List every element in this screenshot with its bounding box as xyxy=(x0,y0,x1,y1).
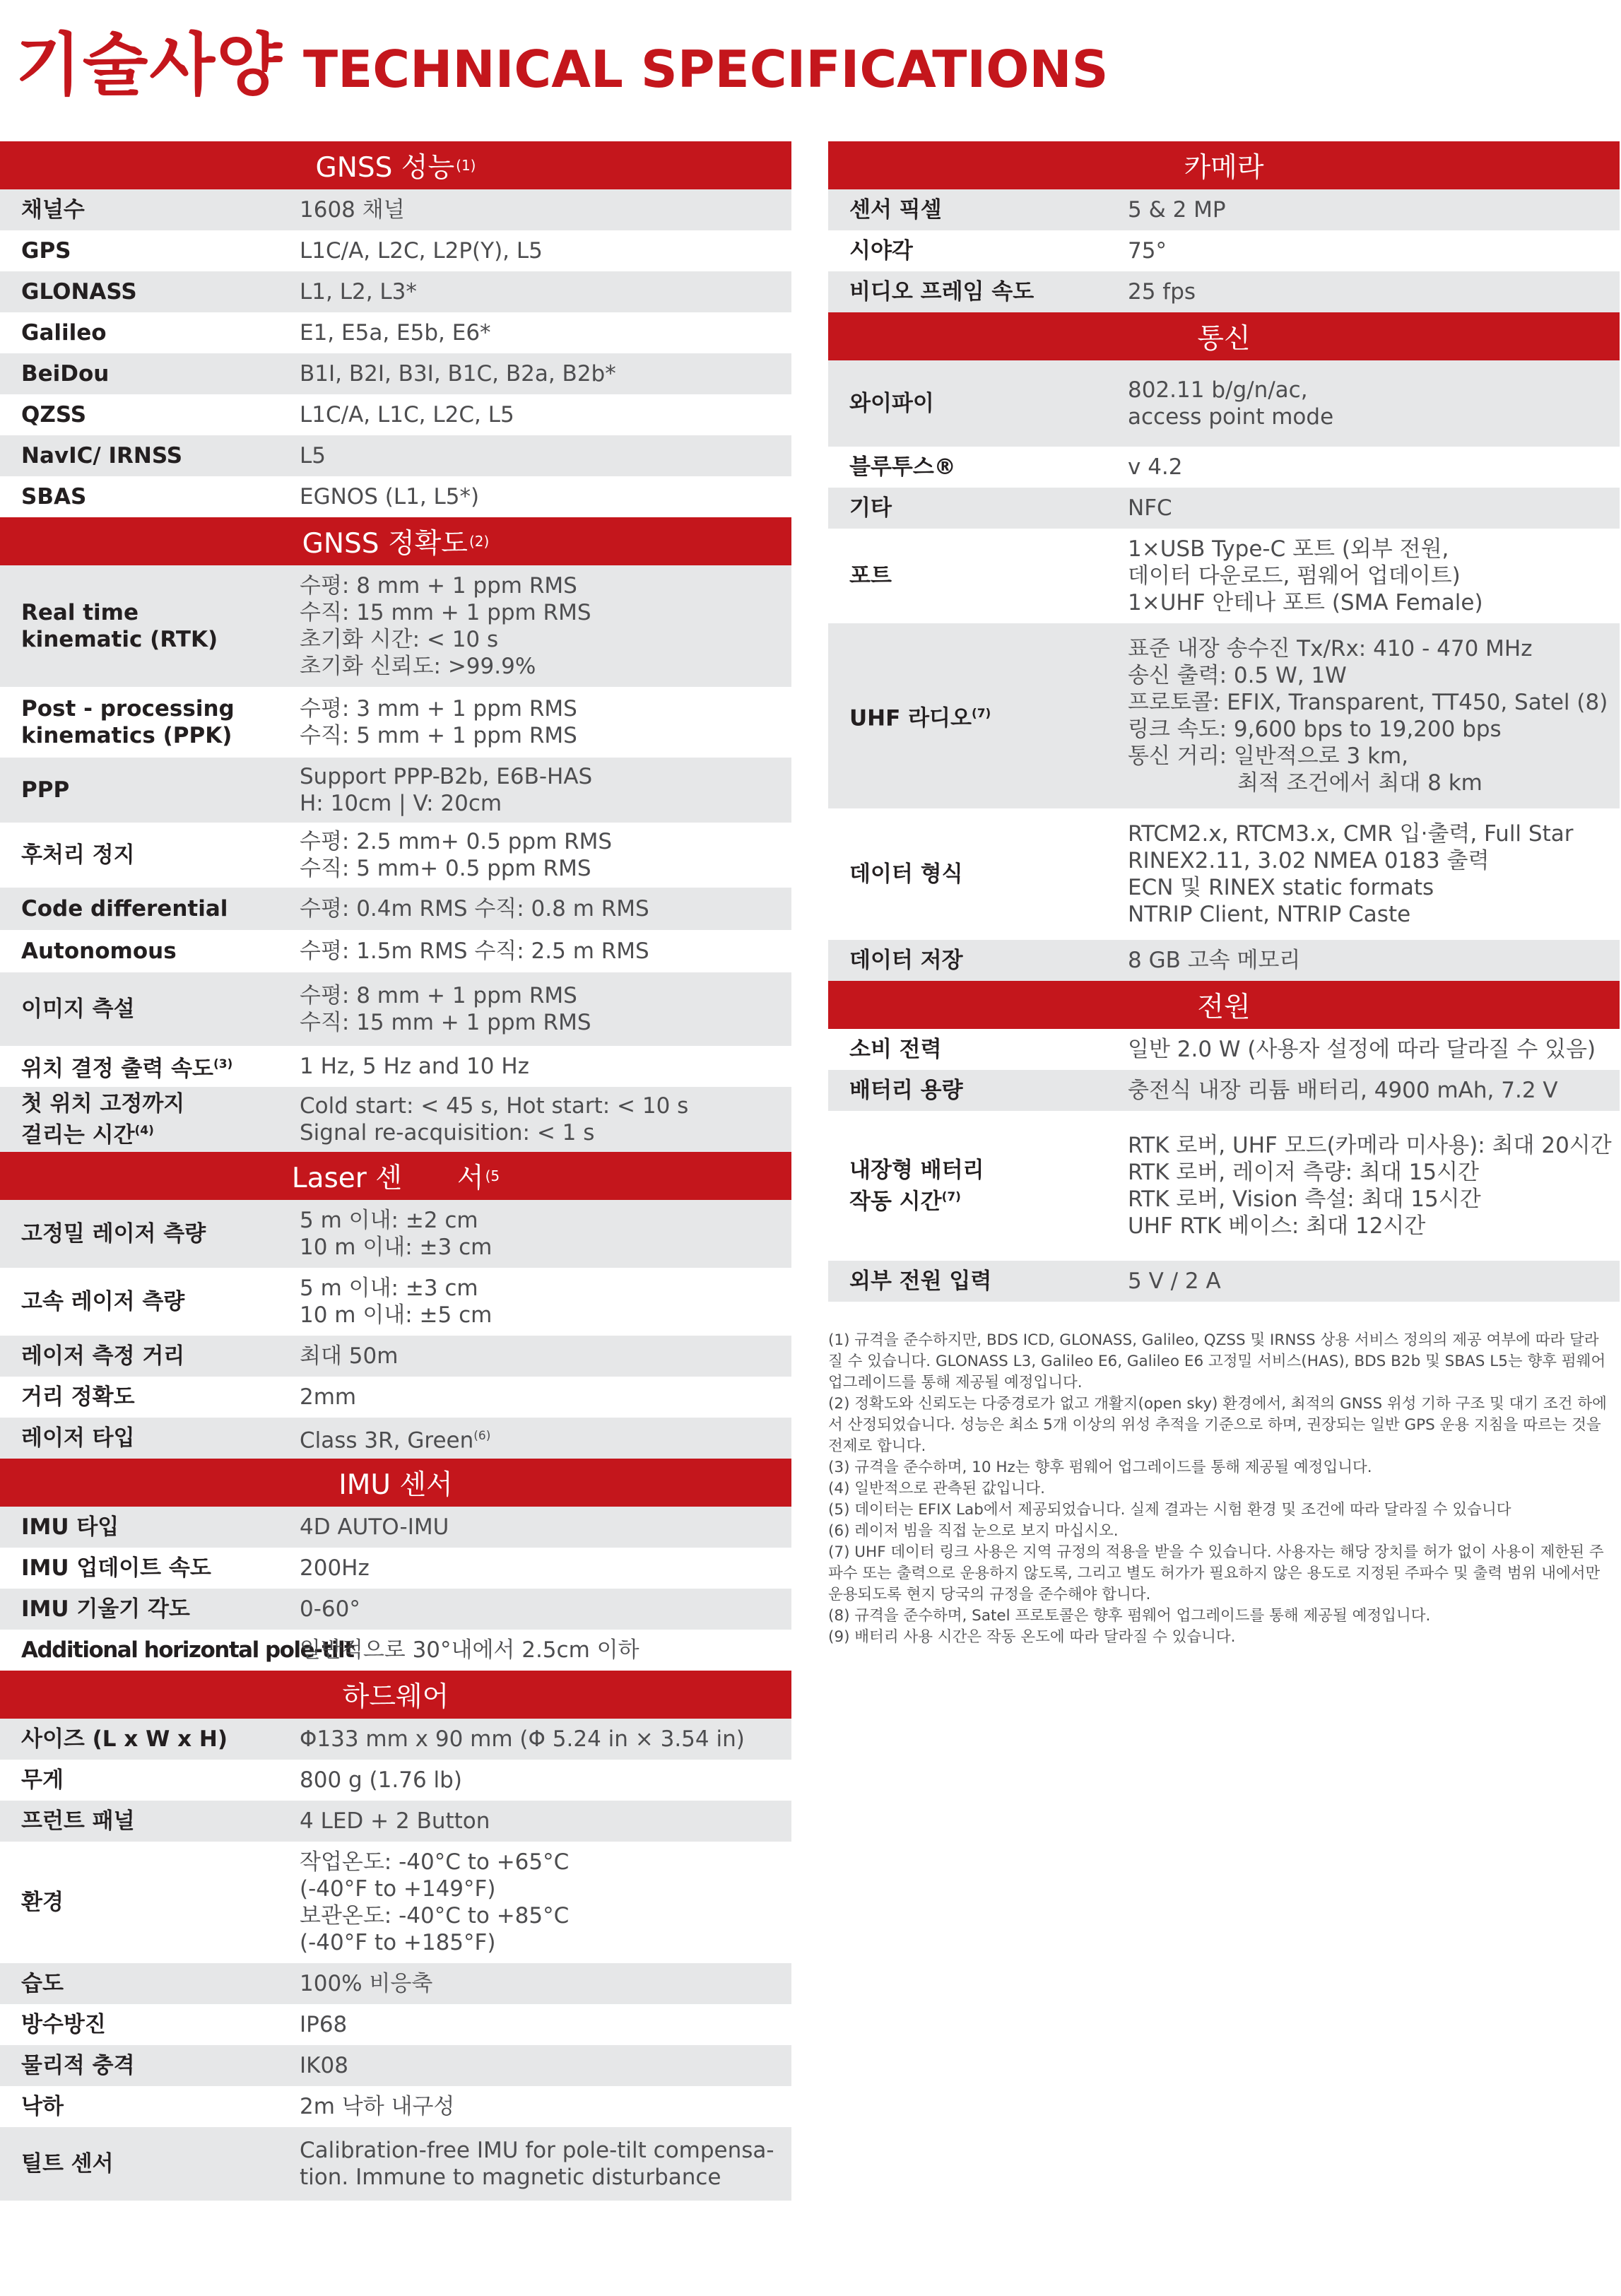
section-header xyxy=(0,517,791,565)
spec-value-text: 1 Hz, 5 Hz and 10 Hz xyxy=(300,1054,529,1079)
spec-label-text: PPP xyxy=(21,777,70,803)
spec-row xyxy=(0,565,791,687)
spec-label-text: Real time kinematic (RTK) xyxy=(21,600,218,652)
spec-value-text: 1608 채널 xyxy=(300,197,405,223)
spec-value-text: 수평: 1.5m RMS 수직: 2.5 m RMS xyxy=(300,938,649,964)
spec-label xyxy=(828,196,1128,223)
spec-value xyxy=(300,358,791,390)
spec-value xyxy=(1128,451,1620,483)
spec-value xyxy=(300,1593,791,1625)
spec-label-text: 틸트 센서 xyxy=(21,2151,114,2177)
spec-label-text: 외부 전원 입력 xyxy=(849,1268,992,1294)
spec-label-text: GLONASS xyxy=(21,279,137,305)
spec-label xyxy=(828,495,1128,522)
spec-value-text: 수평: 8 mm + 1 ppm RMS 수직: 15 mm + 1 ppm RMS xyxy=(300,983,591,1035)
spec-value xyxy=(300,1420,791,1456)
spec-label xyxy=(0,319,300,346)
spec-row xyxy=(0,823,791,888)
spec-label xyxy=(0,695,300,749)
spec-label xyxy=(0,2011,300,2038)
spec-value-text: 4 LED + 2 Button xyxy=(300,1808,490,1834)
spec-value xyxy=(300,1634,791,1666)
spec-label xyxy=(828,454,1128,481)
footnote: (9) 배터리 사용 시간은 작동 온도에 따라 달라질 수 있습니다. xyxy=(828,1628,1236,1646)
spec-label-text: 채널수 xyxy=(21,197,85,223)
spec-label-text: 습도 xyxy=(21,1971,64,1996)
spec-row xyxy=(0,888,791,930)
spec-value xyxy=(300,235,791,267)
spec-label xyxy=(0,1889,300,1916)
spec-row xyxy=(828,1029,1620,1070)
footnote: (3) 규격을 준수하며, 10 Hz는 향후 펌웨어 업그레이드를 통해 제공될 예정입니다. xyxy=(828,1459,1372,1476)
spec-label-text: IMU 기울기 각도 xyxy=(21,1596,190,1622)
spec-value-text: Class 3R, Green xyxy=(300,1427,474,1454)
spec-value xyxy=(300,2008,791,2041)
spec-value xyxy=(300,399,791,431)
spec-label xyxy=(0,2093,300,2120)
spec-label-text: Additional horizontal pole-tilt xyxy=(21,1637,354,1663)
spec-label-text: 레이저 타입 xyxy=(21,1425,135,1451)
spec-label-text: 레이저 측정 거리 xyxy=(21,1343,185,1369)
spec-value-text: 수평: 8 mm + 1 ppm RMS 수직: 15 mm + 1 ppm RMS 초기화 시간: < 10 s 초기화 신뢰도: >99.9% xyxy=(300,573,591,679)
spec-label-text: 배터리 용량 xyxy=(849,1078,963,1103)
spec-value-text: Cold start: < 45 s, Hot start: < 10 s Signal re-acquisition: < 1 s xyxy=(300,1093,689,1146)
spec-value-text: v 4.2 xyxy=(1128,454,1183,480)
spec-label-text: 후처리 정지 xyxy=(21,842,135,868)
spec-row xyxy=(0,271,791,312)
section-title: 전원 xyxy=(1197,991,1251,1023)
spec-row xyxy=(0,1046,791,1087)
spec-label-text: Autonomous xyxy=(21,938,177,964)
spec-row xyxy=(0,972,791,1046)
spec-value xyxy=(300,440,791,472)
spec-value xyxy=(1128,235,1620,267)
section-title: GNSS 성능 xyxy=(315,152,455,184)
spec-label xyxy=(0,1637,354,1664)
spec-value-text: 최대 50m xyxy=(300,1343,399,1369)
spec-label xyxy=(0,1384,300,1411)
spec-row xyxy=(0,394,791,435)
spec-value-text: IP68 xyxy=(300,2012,348,2037)
spec-row xyxy=(0,1760,791,1801)
spec-value-text: Support PPP-B2b, E6B-HAS H: 10cm | V: 20cm xyxy=(300,764,593,816)
spec-row xyxy=(828,360,1620,447)
spec-value-text: L1, L2, L3* xyxy=(300,279,417,305)
spec-label xyxy=(0,483,300,510)
section-title: 통신 xyxy=(1197,323,1251,355)
spec-row xyxy=(0,1418,791,1459)
spec-row xyxy=(828,230,1620,271)
spec-row xyxy=(0,1548,791,1589)
spec-value-text: 충전식 내장 리튬 배터리, 4900 mAh, 7.2 V xyxy=(1128,1078,1558,1103)
spec-value xyxy=(1128,944,1620,977)
section-header xyxy=(0,1152,791,1200)
spec-value-text: NFC xyxy=(1128,495,1172,521)
spec-row xyxy=(0,1507,791,1548)
spec-value xyxy=(300,1381,791,1413)
spec-label xyxy=(0,1514,300,1541)
right-spec-tables xyxy=(828,141,1620,1302)
spec-value xyxy=(300,2049,791,2082)
spec-value xyxy=(1128,533,1620,619)
spec-row xyxy=(828,1261,1620,1302)
spec-label-text: 데이터 저장 xyxy=(849,948,963,973)
spec-label xyxy=(0,1288,300,1315)
section-header xyxy=(0,1671,791,1719)
spec-label-text: 비디오 프레임 속도 xyxy=(849,279,1035,305)
spec-row xyxy=(828,1111,1620,1261)
spec-label-text: 프런트 패널 xyxy=(21,1808,135,1834)
spec-label-text: 소비 전력 xyxy=(849,1037,942,1062)
spec-value xyxy=(1128,1265,1620,1297)
spec-row xyxy=(828,940,1620,981)
spec-label-text: QZSS xyxy=(21,402,87,428)
right-column xyxy=(828,141,1620,1648)
spec-label xyxy=(828,1077,1128,1104)
spec-label-text: NavIC/ IRNSS xyxy=(21,443,183,469)
spec-value xyxy=(1128,194,1620,226)
spec-label xyxy=(0,237,300,264)
spec-label-text: 위치 결정 출력 속도 xyxy=(21,1056,213,1082)
footnote: (7) UHF 데이터 링크 사용은 지역 규정의 적용을 받을 수 있습니다. 사용자는 해당 장치를 허가 없이 사용이 제한된 주파수 또는 출력으로 운용하지 않도록, 그리고 별도 허가가 필요하지 않은 용도로 지정된 주파수 및 출력 범위 내에서만 운용되도록 현지 당국의 규정을 준수해야 합니다. xyxy=(828,1543,1604,1603)
section-header xyxy=(828,141,1620,189)
spec-label-text: Code differential xyxy=(21,896,228,922)
spec-value-text: 802.11 b/g/n/ac, access point mode xyxy=(1128,377,1334,430)
spec-label-text: Galileo xyxy=(21,320,107,346)
spec-value-text: 작업온도: -40°C to +65°C (-40°F to +149°F) 보관온도: -40°C to +85°C (-40°F to +185°F) xyxy=(300,1849,570,1955)
section-title: GNSS 정확도 xyxy=(302,528,468,560)
spec-label-text: 거리 정확도 xyxy=(21,1384,135,1410)
spec-row xyxy=(0,2086,791,2127)
spec-value-text: L1C/A, L1C, L2C, L5 xyxy=(300,402,514,428)
section-title: IMU 센서 xyxy=(338,1469,453,1501)
spec-label xyxy=(0,360,300,387)
spec-label-text: 고속 레이저 측량 xyxy=(21,1289,185,1314)
spec-row xyxy=(0,687,791,758)
spec-label xyxy=(0,2052,300,2079)
spec-value xyxy=(300,2090,791,2123)
spec-value-text: E1, E5a, E5b, E6* xyxy=(300,320,491,346)
spec-label-text: 데이터 형식 xyxy=(849,861,963,887)
spec-row xyxy=(0,1630,791,1671)
spec-value xyxy=(300,1764,791,1796)
spec-row xyxy=(0,2045,791,2086)
spec-value xyxy=(1128,276,1620,308)
spec-value-footnote-mark: (6) xyxy=(473,1428,491,1443)
spec-label xyxy=(828,947,1128,974)
spec-label xyxy=(0,1220,300,1247)
spec-label xyxy=(828,1268,1128,1295)
title-english: TECHNICAL SPECIFICATIONS xyxy=(302,40,1109,99)
spec-label xyxy=(828,237,1128,264)
spec-value xyxy=(300,760,791,820)
spec-label xyxy=(0,1767,300,1794)
spec-label-text: 기타 xyxy=(849,495,892,521)
spec-row xyxy=(0,758,791,823)
spec-value-text: 100% 비응축 xyxy=(300,1971,433,1996)
spec-label xyxy=(0,1726,300,1753)
spec-value-text: L1C/A, L2C, L2P(Y), L5 xyxy=(300,238,543,264)
spec-label xyxy=(0,196,300,223)
spec-value-text: IK08 xyxy=(300,2053,348,2078)
spec-label xyxy=(828,563,1128,589)
spec-value-text: 800 g (1.76 lb) xyxy=(300,1767,462,1793)
spec-value-text: 5 & 2 MP xyxy=(1128,197,1226,223)
spec-label xyxy=(0,1970,300,1997)
spec-value-text: Calibration-free IMU for pole-tilt compensa- tion. Immune to magnetic disturbance xyxy=(300,2138,774,2190)
footnotes xyxy=(828,1330,1620,1648)
footnote: (6) 레이저 빔을 직접 눈으로 보지 마십시오. xyxy=(828,1522,1119,1540)
spec-value-text: 2mm xyxy=(300,1384,357,1410)
section-title: 카메라 xyxy=(1184,152,1264,184)
spec-label-text: 첫 위치 고정까지 걸리는 시간 xyxy=(21,1090,185,1148)
spec-value xyxy=(1128,632,1620,799)
spec-value xyxy=(300,2134,791,2194)
spec-value xyxy=(300,825,791,885)
spec-label xyxy=(828,278,1128,305)
spec-label xyxy=(828,1036,1128,1063)
section-header xyxy=(828,312,1620,360)
spec-row xyxy=(828,488,1620,529)
spec-row xyxy=(0,2127,791,2201)
spec-value-text: Φ133 mm x 90 mm (Φ 5.24 in × 3.54 in) xyxy=(300,1726,745,1752)
spec-value-text: 5 V / 2 A xyxy=(1128,1268,1221,1294)
spec-row xyxy=(0,1087,791,1152)
spec-label-footnote-mark: (7) xyxy=(941,1189,961,1204)
spec-value xyxy=(300,1050,791,1083)
spec-value xyxy=(1128,1129,1620,1242)
spec-label xyxy=(0,278,300,305)
spec-value xyxy=(300,194,791,226)
spec-value-text: 수평: 0.4m RMS 수직: 0.8 m RMS xyxy=(300,896,649,922)
spec-label-text: 물리적 충격 xyxy=(21,2053,135,2078)
spec-row xyxy=(0,1963,791,2004)
spec-value xyxy=(300,1090,791,1149)
section-footnote-mark: (5 xyxy=(485,1167,500,1184)
spec-row xyxy=(0,1336,791,1377)
spec-value-text: 25 fps xyxy=(1128,279,1196,305)
spec-label-text: 시야각 xyxy=(849,238,913,264)
spec-value xyxy=(300,1272,791,1331)
section-title: Laser 센 서 xyxy=(291,1162,484,1194)
spec-label xyxy=(0,996,300,1023)
spec-label xyxy=(0,1090,300,1148)
spec-row xyxy=(828,1070,1620,1111)
spec-row xyxy=(0,2004,791,2045)
footnote: (4) 일반적으로 관측된 값입니다. xyxy=(828,1480,1046,1497)
spec-label xyxy=(0,777,300,803)
section-footnote-mark: (1) xyxy=(456,157,476,174)
spec-value-text: 200Hz xyxy=(300,1555,370,1581)
spec-value xyxy=(1128,374,1620,433)
spec-value-text: 1×USB Type-C 포트 (외부 전원, 데이터 다운로드, 펌웨어 업데이트) 1×UHF 안테나 포트 (SMA Female) xyxy=(1128,536,1483,616)
title-korean: 기술사양 xyxy=(16,25,283,105)
spec-value xyxy=(300,481,791,513)
spec-value-text: 75° xyxy=(1128,238,1167,264)
spec-label-text: 블루투스® xyxy=(849,454,956,480)
spec-row xyxy=(828,623,1620,808)
spec-label-text: 방수방진 xyxy=(21,2012,106,2037)
spec-label xyxy=(0,1808,300,1835)
spec-row xyxy=(0,435,791,476)
spec-value-text: B1I, B2I, B3I, B1C, B2a, B2b* xyxy=(300,361,616,387)
spec-row xyxy=(828,808,1620,940)
spec-value xyxy=(300,1340,791,1372)
spec-label-text: 사이즈 (L x W x H) xyxy=(21,1726,228,1752)
spec-value-text: 2m 낙하 내구성 xyxy=(300,2094,455,2119)
spec-label xyxy=(828,390,1128,417)
spec-label-text: UHF 라디오 xyxy=(849,705,972,731)
spec-value xyxy=(300,1846,791,1959)
spec-value-text: 수평: 3 mm + 1 ppm RMS 수직: 5 mm + 1 ppm RMS xyxy=(300,696,577,748)
spec-value xyxy=(300,935,791,967)
spec-value-text: 일반 2.0 W (사용자 설정에 따라 달라질 수 있음) xyxy=(1128,1037,1596,1062)
spec-value-text: 5 m 이내: ±2 cm 10 m 이내: ±3 cm xyxy=(300,1208,493,1260)
spec-value xyxy=(300,1805,791,1837)
spec-row xyxy=(0,1719,791,1760)
spec-value xyxy=(300,1967,791,2000)
spec-label-footnote-mark: (3) xyxy=(213,1056,233,1071)
spec-value xyxy=(300,317,791,349)
spec-value xyxy=(300,693,791,752)
spec-label xyxy=(0,1555,300,1582)
spec-label-footnote-mark: (4) xyxy=(134,1123,154,1138)
spec-value xyxy=(300,1723,791,1755)
spec-value-text: 5 m 이내: ±3 cm 10 m 이내: ±5 cm xyxy=(300,1276,493,1328)
section-header xyxy=(828,981,1620,1029)
spec-label-text: 무게 xyxy=(21,1767,64,1793)
spec-label-text: Post - processing kinematics (PPK) xyxy=(21,696,235,748)
spec-row xyxy=(0,1801,791,1842)
spec-row xyxy=(0,1589,791,1630)
spec-row xyxy=(828,271,1620,312)
spec-value xyxy=(300,979,791,1039)
spec-value-text: 0-60° xyxy=(300,1596,360,1622)
spec-row xyxy=(828,529,1620,623)
spec-value xyxy=(1128,818,1620,931)
spec-row xyxy=(0,1200,791,1268)
section-footnote-mark: (2) xyxy=(468,533,490,550)
spec-label xyxy=(0,1051,300,1082)
spec-label-text: 고정밀 레이저 측량 xyxy=(21,1221,206,1247)
spec-label xyxy=(828,1157,1128,1215)
footnote: (1) 규격을 준수하지만, BDS ICD, GLONASS, Galileo, QZSS 및 IRNSS 상용 서비스 정의의 제공 여부에 따라 달라질 수 있습니다. GLONASS L3, Galileo E6, Galileo E6 고정밀 서비스(HAS), BDS B2b 및 SBAS L5는 향후 펌웨어 업그레이드를 통해 제공될 예정입니다. xyxy=(828,1331,1606,1391)
spec-row xyxy=(0,476,791,517)
spec-row xyxy=(0,930,791,972)
spec-label xyxy=(0,938,300,965)
spec-label xyxy=(0,842,300,869)
spec-value xyxy=(300,1552,791,1584)
spec-label xyxy=(0,442,300,469)
spec-value-text: 일반적으로 30°내에서 2.5cm 이하 xyxy=(300,1637,639,1663)
footnote: (8) 규격을 준수하며, Satel 프로토콜은 향후 펌웨어 업그레이드를 통해 제공될 예정입니다. xyxy=(828,1607,1431,1625)
footnote: (5) 데이터는 EFIX Lab에서 제공되었습니다. 실제 결과는 시험 환경 및 조건에 따라 달라질 수 있습니다 xyxy=(828,1501,1511,1519)
spec-value xyxy=(300,1511,791,1543)
footnote: (2) 정확도와 신뢰도는 다중경로가 없고 개활지(open sky) 환경에서, 최적의 GNSS 위성 기하 구조 및 대기 조건 하에서 산정되었습니다. 성능은 최소 5개 이상의 위성 추적을 기준으로 하며, 권장되는 일반 GPS 운용 지침을 따르는 것을 전제로 합니다. xyxy=(828,1395,1607,1455)
spec-value-text: RTCM2.x, RTCM3.x, CMR 입·출력, Full Star RINEX2.11, 3.02 NMEA 0183 출력 ECN 및 RINEX static formats NTRIP Client, NTRIP Caste xyxy=(1128,821,1574,927)
spec-label-text: SBAS xyxy=(21,484,87,510)
spec-value xyxy=(300,276,791,308)
spec-label xyxy=(0,1425,300,1452)
spec-label xyxy=(0,895,300,922)
spec-value xyxy=(1128,1033,1620,1066)
spec-label-text: 이미지 측설 xyxy=(21,996,135,1022)
spec-row xyxy=(0,353,791,394)
page-title xyxy=(16,21,1109,105)
spec-value xyxy=(300,1204,791,1264)
spec-value-text: L5 xyxy=(300,443,326,469)
spec-label xyxy=(0,1596,300,1623)
spec-row xyxy=(0,1377,791,1418)
spec-label-text: 포트 xyxy=(849,563,892,589)
spec-value-text: 8 GB 고속 메모리 xyxy=(1128,948,1301,973)
spec-row xyxy=(828,447,1620,488)
section-header xyxy=(0,141,791,189)
spec-label-text: 환경 xyxy=(21,1890,64,1915)
spec-label-text: 내장형 배터리 작동 시간 xyxy=(849,1157,984,1215)
spec-row xyxy=(0,230,791,271)
left-column xyxy=(0,141,791,2201)
spec-value-text: EGNOS (L1, L5*) xyxy=(300,484,480,510)
spec-value-text: 수평: 2.5 mm+ 0.5 ppm RMS 수직: 5 mm+ 0.5 ppm RMS xyxy=(300,829,613,881)
spec-label-text: 와이파이 xyxy=(849,391,934,416)
spec-label xyxy=(0,2150,300,2177)
spec-label xyxy=(828,861,1128,888)
spec-label-text: IMU 업데이트 속도 xyxy=(21,1555,211,1581)
spec-value-text: 4D AUTO-IMU xyxy=(300,1514,449,1540)
spec-row xyxy=(0,189,791,230)
spec-row xyxy=(0,1268,791,1336)
spec-label xyxy=(0,401,300,428)
spec-label-text: 낙하 xyxy=(21,2094,64,2119)
spec-label-text: 센서 픽셀 xyxy=(849,197,942,223)
spec-value xyxy=(1128,492,1620,524)
spec-label-text: GPS xyxy=(21,238,71,264)
spec-value xyxy=(300,570,791,683)
section-title: 하드웨어 xyxy=(342,1681,449,1713)
section-header xyxy=(0,1459,791,1507)
spec-label-text: IMU 타입 xyxy=(21,1514,119,1540)
spec-value-text: 표준 내장 송수진 Tx/Rx: 410 - 470 MHz 송신 출력: 0.5 W, 1W 프로토콜: EFIX, Transparent, TT450, Satel (8) 링크 속도: 9,600 bps to 19,200 bps 통신 거리: 일반적으로 3 km, 최적 조건에서 최대 8 km xyxy=(1128,636,1608,796)
spec-label xyxy=(0,1343,300,1370)
spec-label xyxy=(828,700,1128,731)
spec-label-footnote-mark: (7) xyxy=(971,706,991,721)
spec-value xyxy=(1128,1074,1620,1107)
spec-value-text: RTK 로버, UHF 모드(카메라 미사용): 최대 20시간 RTK 로버, 레이저 측량: 최대 15시간 RTK 로버, Vision 측설: 최대 15시간 UHF RTK 베이스: 최대 12시간 xyxy=(1128,1133,1612,1239)
spec-value xyxy=(300,893,791,925)
spec-label-text: BeiDou xyxy=(21,361,110,387)
spec-row xyxy=(0,312,791,353)
spec-row xyxy=(0,1842,791,1963)
spec-row xyxy=(828,189,1620,230)
spec-label xyxy=(0,599,300,653)
